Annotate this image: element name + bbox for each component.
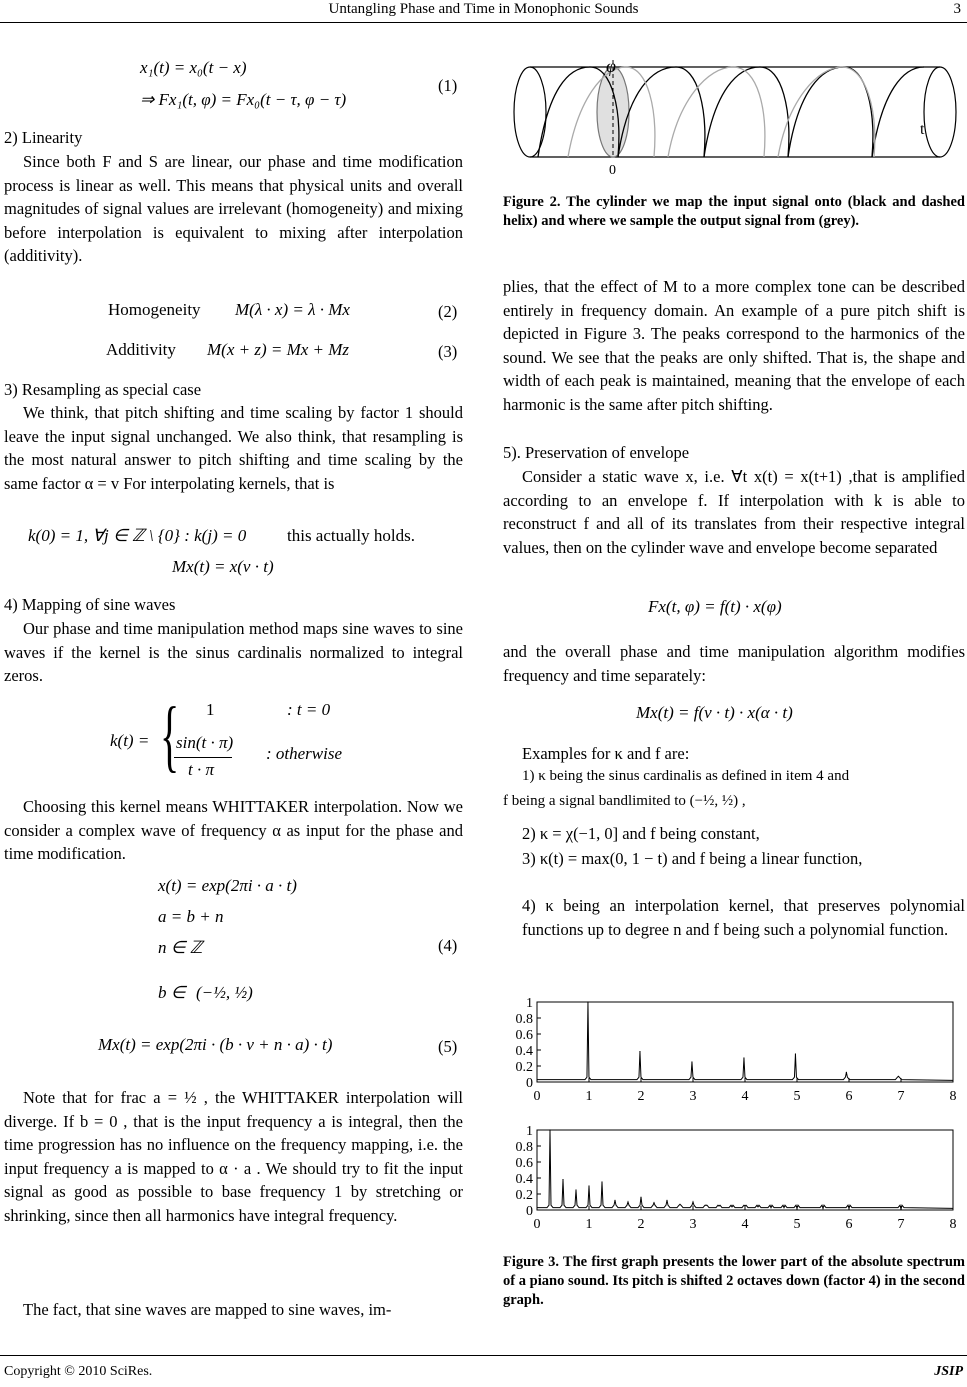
section-3-heading: 3) Resampling as special case (4, 380, 202, 399)
y-tick-label: 0.8 (515, 1140, 533, 1155)
journal-name: JSIP (934, 1364, 963, 1379)
x-tick-label: 5 (793, 1089, 801, 1104)
phi-label: φ (606, 56, 616, 76)
running-title: Untangling Phase and Time in Monophonic Sounds (328, 1, 639, 17)
example-1: 1) κ being the sinus cardinalis as defined in item 4 and (522, 768, 850, 784)
piecewise-brace: { (160, 692, 180, 780)
spectrum-chart-shifted (503, 1118, 965, 1236)
x-tick-label: 5 (793, 1217, 801, 1232)
equation-4-line-1: x(t) = exp(2πi · a · t) (158, 876, 297, 895)
y-tick-label: 0.6 (515, 1028, 533, 1043)
plot-frame (537, 1130, 953, 1210)
cylinder-figure (508, 50, 965, 180)
equation-5: Mx(t) = exp(2πi · (b · v + n · a) · t) (98, 1035, 333, 1054)
equation-1-line-2: ⇒ Fx₁(t, φ) = Fx₀(t − τ, φ − τ) (140, 90, 347, 109)
note-paragraph: Note that for frac a = ½ , the WHITTAKER interpolation will diverge. If b = 0 , that is the input frequency a is integral, then the time progression has no influence on the frequency mapping, i.e. the input frequency a is mapped to α · a . We should try to fit the input signal as good as possible to base frequency 1 by stretching or shrinking, since then all harmonics have integral frequency. (4, 1088, 463, 1225)
section-2-heading: 2) Linearity (4, 128, 83, 147)
last-paragraph: The fact, that sine waves are mapped to sine waves, im- (23, 1300, 392, 1319)
spectrum-peak (562, 1179, 563, 1180)
figure-2-caption: Figure 2. The cylinder we map the input signal onto (black and dashed helix) and where we sample the output signal from (grey). (503, 194, 965, 229)
examples-heading: Examples for κ and f are: (522, 744, 690, 763)
spectrum-peak (627, 1201, 628, 1202)
x-tick-label: 4 (741, 1217, 749, 1232)
spectrum-peak (549, 1129, 550, 1130)
kernel-case-2-numerator: sin(t · π) (176, 733, 234, 752)
modification-equation: Mx(t) = f(v · t) · x(α · t) (636, 703, 793, 722)
y-tick-label: 1 (526, 996, 533, 1011)
spectrum-peak (783, 1207, 784, 1208)
spectrum-peak (822, 1208, 823, 1209)
section-5-heading: 5). Preservation of envelope (503, 443, 690, 462)
kernel-case-1-condition: : t = 0 (287, 700, 331, 719)
spectrum-peak (770, 1207, 771, 1208)
equation-4-line-3: n ∈ ℤ (158, 938, 203, 957)
y-tick-label: 1 (526, 1124, 533, 1139)
section-4-paragraph-2: Choosing this kernel means WHITTAKER interpolation. Now we consider a complex wave of frequency α as input for the phase and time modification. (4, 797, 463, 864)
figure-3-caption: Figure 3. The first graph presents the lower part of the absolute spectrum of a piano sound. Its pitch is shifted 2 octaves down (factor 4) in the second graph. (503, 1254, 965, 1308)
cylinder-left-end (514, 67, 546, 157)
x-tick-label: 3 (689, 1217, 697, 1232)
resampling-equation: Mx(t) = x(v · t) (172, 557, 274, 576)
t-label: t (920, 121, 925, 138)
example-3: 3) κ(t) = max(0, 1 − t) and f being a linear function, (522, 849, 863, 868)
spectrum-peak (666, 1200, 667, 1201)
separation-equation: Fx(t, φ) = f(t) · x(φ) (648, 597, 782, 616)
x-tick-label: 0 (533, 1089, 541, 1104)
spectrum-chart-original (503, 990, 965, 1108)
x-tick-label: 1 (585, 1217, 593, 1232)
spectrum-line-2 (537, 1130, 953, 1209)
spectrum-peak (588, 1185, 589, 1186)
kernel-lhs: k(t) = (110, 731, 150, 750)
spectrum-peak (718, 1205, 719, 1206)
page-footer (0, 1355, 967, 1387)
equation-5-number: (5) (438, 1037, 458, 1056)
x-tick-label: 7 (897, 1217, 905, 1232)
x-tick-label: 6 (845, 1217, 853, 1232)
equation-1-number: (1) (438, 76, 458, 95)
y-tick-label: 0.2 (515, 1188, 533, 1203)
spectrum-peak (614, 1200, 615, 1201)
y-tick-label: 0 (526, 1076, 533, 1091)
example-1-continued: f being a signal bandlimited to (−½, ½) , (503, 793, 746, 809)
section-4-paragraph: Our phase and time manipulation method maps sine waves to sine waves if the kernel is the sinus cardinalis normalized to integral zeros. (4, 619, 463, 686)
y-tick-label: 0 (526, 1204, 533, 1219)
right-paragraph-2: and the overall phase and time manipulation algorithm modifies frequency and time separately: (503, 642, 965, 685)
section-4-heading: 4) Mapping of sine waves (4, 595, 176, 614)
x-tick-label: 8 (949, 1217, 957, 1232)
homogeneity-label: Homogeneity (108, 300, 201, 319)
spectrum-peak (679, 1204, 680, 1205)
zero-label: 0 (609, 163, 616, 178)
copyright: Copyright © 2010 SciRes. (4, 1364, 153, 1379)
equation-1-line-1: x₁(t) = x₀(t − x) (140, 58, 247, 77)
x-tick-label: 3 (689, 1089, 697, 1104)
example-4: 4) κ being an interpolation kernel, that preserves polynomial functions up to degree n and f being such a polynomial function. (522, 896, 965, 939)
condition-suffix: this actually holds. (287, 526, 415, 545)
cylinder-right-end (924, 67, 956, 157)
page-number: 3 (953, 1, 961, 17)
y-tick-label: 0.4 (515, 1172, 533, 1187)
y-tick-label: 0.4 (515, 1044, 533, 1059)
y-tick-label: 0.8 (515, 1012, 533, 1027)
spectrum-peak (731, 1206, 732, 1207)
spectrum-peak (653, 1202, 654, 1203)
equation-4-line-4a: b ∈ (158, 983, 186, 1002)
spectrum-peak (640, 1197, 641, 1198)
spectrum-peak (743, 1057, 744, 1058)
spectrum-peak (587, 1001, 588, 1002)
x-tick-label: 8 (949, 1089, 957, 1104)
spectrum-peak (900, 1209, 901, 1210)
y-tick-label: 0.2 (515, 1060, 533, 1075)
section-3-paragraph: We think, that pitch shifting and time scaling by factor 1 should leave the input signal unchanged. We also think, that resampling is the most natural answer to pitch shifting and time scaling by the same factor α = v For interpolating kernels, that is (4, 403, 463, 493)
kernel-case-2-condition: : otherwise (266, 744, 343, 763)
spectrum-peak (898, 1076, 899, 1077)
x-tick-label: 2 (637, 1089, 645, 1104)
spectrum-peak (575, 1189, 576, 1190)
equation-4-number: (4) (438, 936, 458, 955)
spectrum-peak (796, 1208, 797, 1209)
spectrum-peak (691, 1061, 692, 1062)
equation-2-number: (2) (438, 302, 458, 321)
spectrum-peak (705, 1205, 706, 1206)
section-2-paragraph: Since both F and S are linear, our phase and time modification process is linear as well. This means that physical units and overall magnitudes of signal values are irrelevant (homogeneity) and mixing before interpolation is equivalent to mixing after interpolation (additivity). (4, 152, 463, 266)
section-5-paragraph: Consider a static wave x, i.e. ∀t x(t) = x(t+1) ,that is amplified according to an envelope f. If interpolation with k is able to reconstruct f and all of its translates from their respective integral values, then on the cylinder wave and envelope become separated (503, 467, 965, 557)
y-tick-label: 0.6 (515, 1156, 533, 1171)
kernel-case-2-denominator: t · π (188, 760, 214, 779)
spectrum-peak (846, 1072, 847, 1073)
spectrum-peak (744, 1205, 745, 1206)
additivity-label: Additivity (106, 340, 176, 359)
x-tick-label: 4 (741, 1089, 749, 1104)
spectrum-peak (848, 1208, 849, 1209)
homogeneity-equation: M(λ · x) = λ · Mx (235, 300, 350, 319)
fraction-bar (174, 757, 232, 758)
right-paragraph-1: plies, that the effect of M to a more complex tone can be described entirely in frequency domain. An example of a pure pitch shift is depicted in Figure 3. The peaks correspond to the harmonics of the sound. We see that the peaks are only shifted. That is, the shape and width of each peak is maintained, meaning that the envelope of each harmonic is the same after pitch shifting. (503, 277, 965, 414)
running-header (0, 0, 967, 23)
x-tick-label: 7 (897, 1089, 905, 1104)
spectrum-line-1 (537, 1002, 953, 1080)
x-tick-label: 0 (533, 1217, 541, 1232)
x-tick-label: 1 (585, 1089, 593, 1104)
kernel-case-1-value: 1 (206, 700, 215, 719)
spectrum-peak (601, 1181, 602, 1182)
example-2: 2) κ = χ(−1, 0] and f being constant, (522, 824, 760, 843)
additivity-equation: M(x + z) = Mx + Mz (207, 340, 350, 359)
black-helix (538, 67, 924, 157)
x-tick-label: 6 (845, 1089, 853, 1104)
spectrum-peak (757, 1206, 758, 1207)
interpolating-kernel-condition: k(0) = 1, ∀j ∈ ℤ \ {0} : k(j) = 0 (28, 526, 247, 545)
equation-4-line-4b: (−½, ½) (196, 983, 253, 1002)
equation-3-number: (3) (438, 342, 458, 361)
spectrum-peak (692, 1201, 693, 1202)
equation-4-line-2: a = b + n (158, 907, 224, 926)
spectrum-peak (795, 1053, 796, 1054)
spectrum-peak (639, 1051, 640, 1052)
x-tick-label: 2 (637, 1217, 645, 1232)
